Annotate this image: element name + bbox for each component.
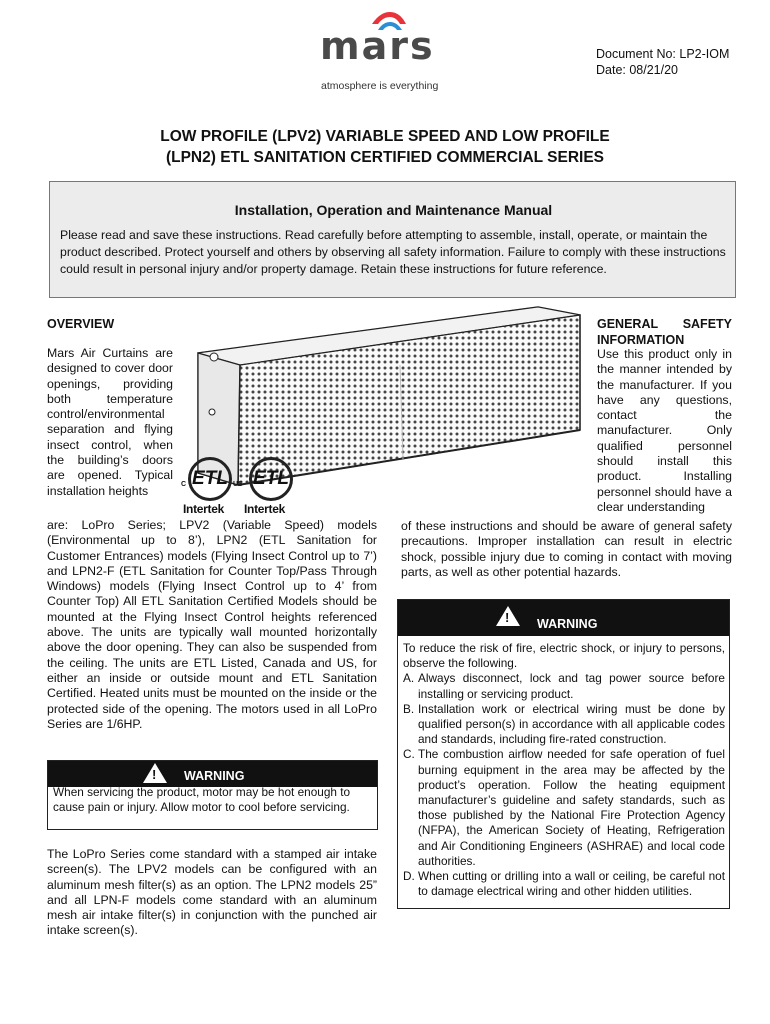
warning-triangle-icon: ! [143, 763, 167, 783]
overview-text-wide: are: LoPro Series; LPV2 (Variable Speed) models (Environmental up to 8’), LPN2 (ETL Sanitation for Customer Entrances) models (Flying Insect Control up to 7’) and LPN2-F (ETL Sanitation for Counter Top/Pass Through Windows) models (Flying Insect Control up to 4’ from Counter Top) All ETL Sanitation Certified Models should be mounted at the Flying Insect Control heights referenced above. The units are typically wall mounted horizontally above the door opening. They can also be suspended from the ceiling. The units are ETL Listed, Canada and US, for either an inside or outside mount and ETL Sanitation Certified. Heated units must be mounted on the inside or the protected side of the opening. The motors used in all LoPro Series are 1/6HP. [47, 518, 377, 731]
motor-hot-warning [47, 760, 378, 830]
manual-intro-box [49, 181, 736, 298]
brand-tagline: atmosphere is everything [321, 80, 439, 92]
warning-item-key: D. [403, 869, 415, 884]
etl-mark: ETL [249, 457, 293, 501]
general-safety-heading-line2: INFORMATION [597, 332, 685, 347]
warning-item [403, 747, 725, 869]
warning-header [48, 761, 377, 787]
warning-label: WARNING [537, 617, 598, 631]
etl-c-mark: C [181, 481, 187, 488]
warning-body [403, 641, 725, 899]
intertek-label: Intertek [244, 502, 285, 516]
page-title-line1: LOW PROFILE (LPV2) VARIABLE SPEED AND LOW PROFILE [160, 128, 610, 145]
page-title-line2: (LPN2) ETL SANITATION CERTIFIED COMMERCIAL SERIES [165, 149, 605, 166]
manual-title: Installation, Operation and Maintenance Manual [234, 202, 553, 218]
warning-header [398, 600, 729, 636]
brand-wordmark: mars [320, 24, 435, 68]
document-info [596, 46, 729, 78]
warning-item [403, 869, 725, 899]
warning-item-key: A. [403, 671, 415, 686]
warning-item-key: B. [403, 701, 415, 716]
warning-label: WARNING [184, 769, 245, 783]
etl-listed-cus-mark [181, 452, 243, 514]
general-safety-heading-line1: GENERAL SAFETY [597, 317, 732, 331]
warning-item-text: The combustion airflow needed for safe operation of fuel burning equipment in the area may be affected by the product’s operation. Follow the heating equipment manufacturer’s guideline and safety standards, such as those published by the National Fire Protection Agency (NFPA), the American Society of Heating, Refrigeration and Air Conditioning Engineers (ASHRAE) and local code authorities. [418, 747, 725, 868]
installation-warning [397, 599, 730, 909]
general-safety-text-narrow: Use this product only in the manner intended by the manufacturer. If you have any questions, contact the manufacturer. Only qualified personnel should install this product. Installing personnel should have a clear understanding [597, 347, 732, 514]
general-safety-heading [597, 317, 732, 348]
document-number: Document No: LP2-IOM [596, 47, 730, 61]
warning-item [403, 671, 725, 701]
warning-text: When servicing the product, motor may be hot enough to cause pain or injury. Allow motor to cool before servicing. [53, 785, 351, 815]
intertek-label: Intertek [183, 502, 224, 516]
warning-triangle-icon: ! [496, 606, 520, 626]
warning-intro: To reduce the risk of fire, electric shock, or injury to persons, observe the following. [403, 641, 725, 671]
page-title [60, 126, 710, 168]
warning-item-text: Installation work or electrical wiring must be done by qualified person(s) in accordance with all applicable codes and standards, including fire-rated construction. [418, 701, 725, 747]
warning-item-text: When cutting or drilling into a wall or ceiling, be careful not to damage electrical wiring and other hidden utilities. [418, 869, 725, 899]
warning-item-key: C. [403, 747, 415, 762]
mars-logo [320, 10, 455, 95]
document-date: Date: 08/21/20 [596, 63, 679, 77]
lopro-intake-text: The LoPro Series come standard with a stamped air intake screen(s). The LPV2 models can be configured with an aluminum mesh filter(s) as an option. The LPN2 models 25” and all LPN-F models come standard with an aluminum mesh air intake filter(s) in conjunction with the punched air intake screen(s). [47, 847, 377, 938]
general-safety-text-wide: of these instructions and should be aware of general safety precautions. Improper installation can result in electric shock, possible injury due to coming in contact with moving parts, as well as other potential hazards. [401, 519, 732, 579]
etl-sanitation-mark [242, 452, 304, 514]
etl-us-mark: US [233, 481, 243, 488]
overview-text-narrow: Mars Air Curtains are designed to cover door openings, providing both temperature control/environmental separation and flying insect control, when the building’s doors are opened. Typical installation heights [47, 346, 173, 498]
warning-item-text: Always disconnect, lock and tag power source before installing or servicing product. [418, 671, 725, 701]
overview-heading: OVERVIEW [47, 317, 115, 331]
etl-mark: ETL [188, 457, 232, 501]
warning-item [403, 702, 725, 748]
manual-intro-text: Please read and save these instructions. Read carefully before attempting to assemble, install, operate, or maintain the product described. Protect yourself and others by observing all safety information. Failure to comply with these instructions could result in personal injury and/or property damage. Retain these instructions for future reference. [60, 228, 726, 276]
